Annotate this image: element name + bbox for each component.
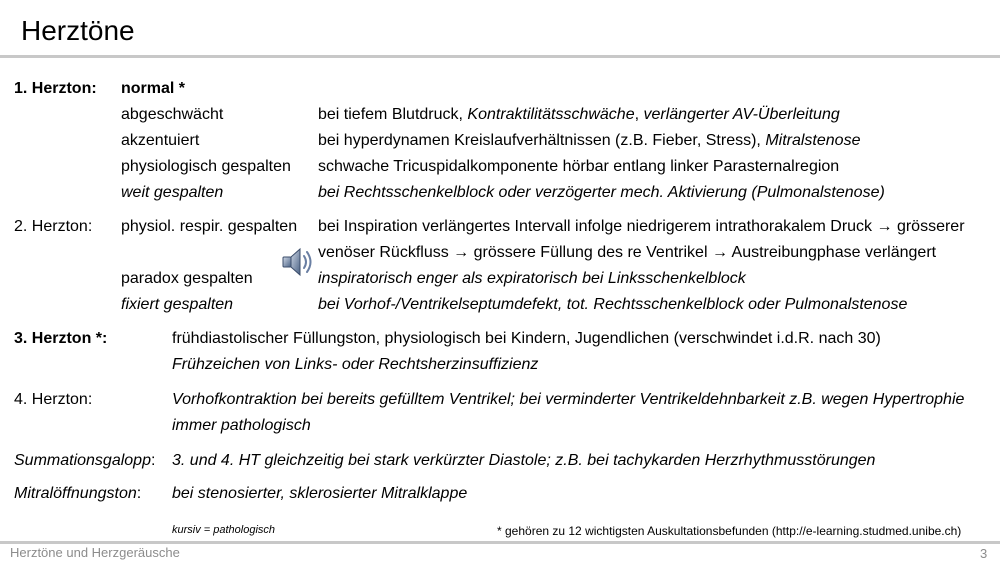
h2-desc-physiol-line2: venöser Rückfluss → grössere Füllung des re Ventrikel → Austreibungphase verlängert <box>318 244 937 261</box>
footer-divider <box>0 541 1000 544</box>
title-divider <box>0 55 1000 58</box>
h4-label: 4. Herzton: <box>14 391 93 408</box>
h3-desc-line2: Frühzeichen von Links- oder Rechtsherzinsuffizienz <box>172 356 539 373</box>
h2-desc-fixiert: bei Vorhof-/Ventrikelseptumdefekt, tot. Rechtsschenkelblock oder Pulmonalstenose <box>318 296 908 313</box>
h2-desc-paradox: inspiratorisch enger als expiratorisch bei Linksschenkelblock <box>318 270 746 287</box>
h1-desc-physiologisch: schwache Tricuspidalkomponente hörbar entlang linker Parasternalregion <box>318 158 840 175</box>
h3-label: 3. Herzton *: <box>14 330 108 347</box>
h1-term-akzentuiert: akzentuiert <box>121 132 200 149</box>
h2-term-paradox: paradox gespalten <box>121 270 253 287</box>
mitral-label: Mitralöffnungston: <box>14 485 142 502</box>
h2-term-physiol: physiol. respir. gespalten <box>121 218 298 235</box>
footnote: * gehören zu 12 wichtigsten Auskultationsbefunden (http://e-learning.studmed.unibe.ch) <box>497 524 962 538</box>
slide-title: Herztöne <box>21 15 135 46</box>
h4-desc-line1: Vorhofkontraktion bei bereits gefülltem Ventrikel; bei verminderter Ventrikeldehnbarkeit z.B. wegen Hypertrophie <box>172 391 965 408</box>
h1-label: 1. Herzton: <box>14 80 97 97</box>
speaker-icon[interactable] <box>280 244 316 280</box>
h1-desc-weit: bei Rechtsschenkelblock oder verzögerter mech. Aktivierung (Pulmonalstenose) <box>318 184 885 201</box>
h3-desc-line1: frühdiastolischer Füllungston, physiologisch bei Kindern, Jugendlichen (verschwindet i.d.R. nach 30) <box>172 330 881 347</box>
h4-desc-line2: immer pathologisch <box>172 417 311 434</box>
h1-term-abgeschwaecht: abgeschwächt <box>121 106 224 123</box>
page-number: 3 <box>980 546 988 561</box>
h1-term-physiologisch: physiologisch gespalten <box>121 158 291 175</box>
h2-label: 2. Herzton: <box>14 218 93 235</box>
mitral-desc: bei stenosierter, sklerosierter Mitralklappe <box>172 485 468 502</box>
summation-label: Summationsgalopp: <box>14 452 156 469</box>
h1-term-weit: weit gespalten <box>121 184 224 201</box>
legend-note: kursiv = pathologisch <box>172 524 276 536</box>
h2-desc-physiol-line1: bei Inspiration verlängertes Intervall infolge niedrigerem intrathorakalem Druck → grösserer <box>318 218 965 235</box>
h1-desc-akzentuiert: bei hyperdynamen Kreislaufverhältnissen (z.B. Fieber, Stress), Mitralstenose <box>318 132 861 149</box>
h2-term-fixiert: fixiert gespalten <box>121 296 234 313</box>
summation-desc: 3. und 4. HT gleichzeitig bei stark verkürzter Diastole; z.B. bei tachykarden Herzrhythmusstörungen <box>172 452 876 469</box>
h1-desc-abgeschwaecht: bei tiefem Blutdruck, Kontraktilitätsschwäche, verlängerter AV-Überleitung <box>318 106 840 123</box>
h1-normal: normal * <box>121 80 186 97</box>
footer-title: Herztöne und Herzgeräusche <box>10 545 180 560</box>
